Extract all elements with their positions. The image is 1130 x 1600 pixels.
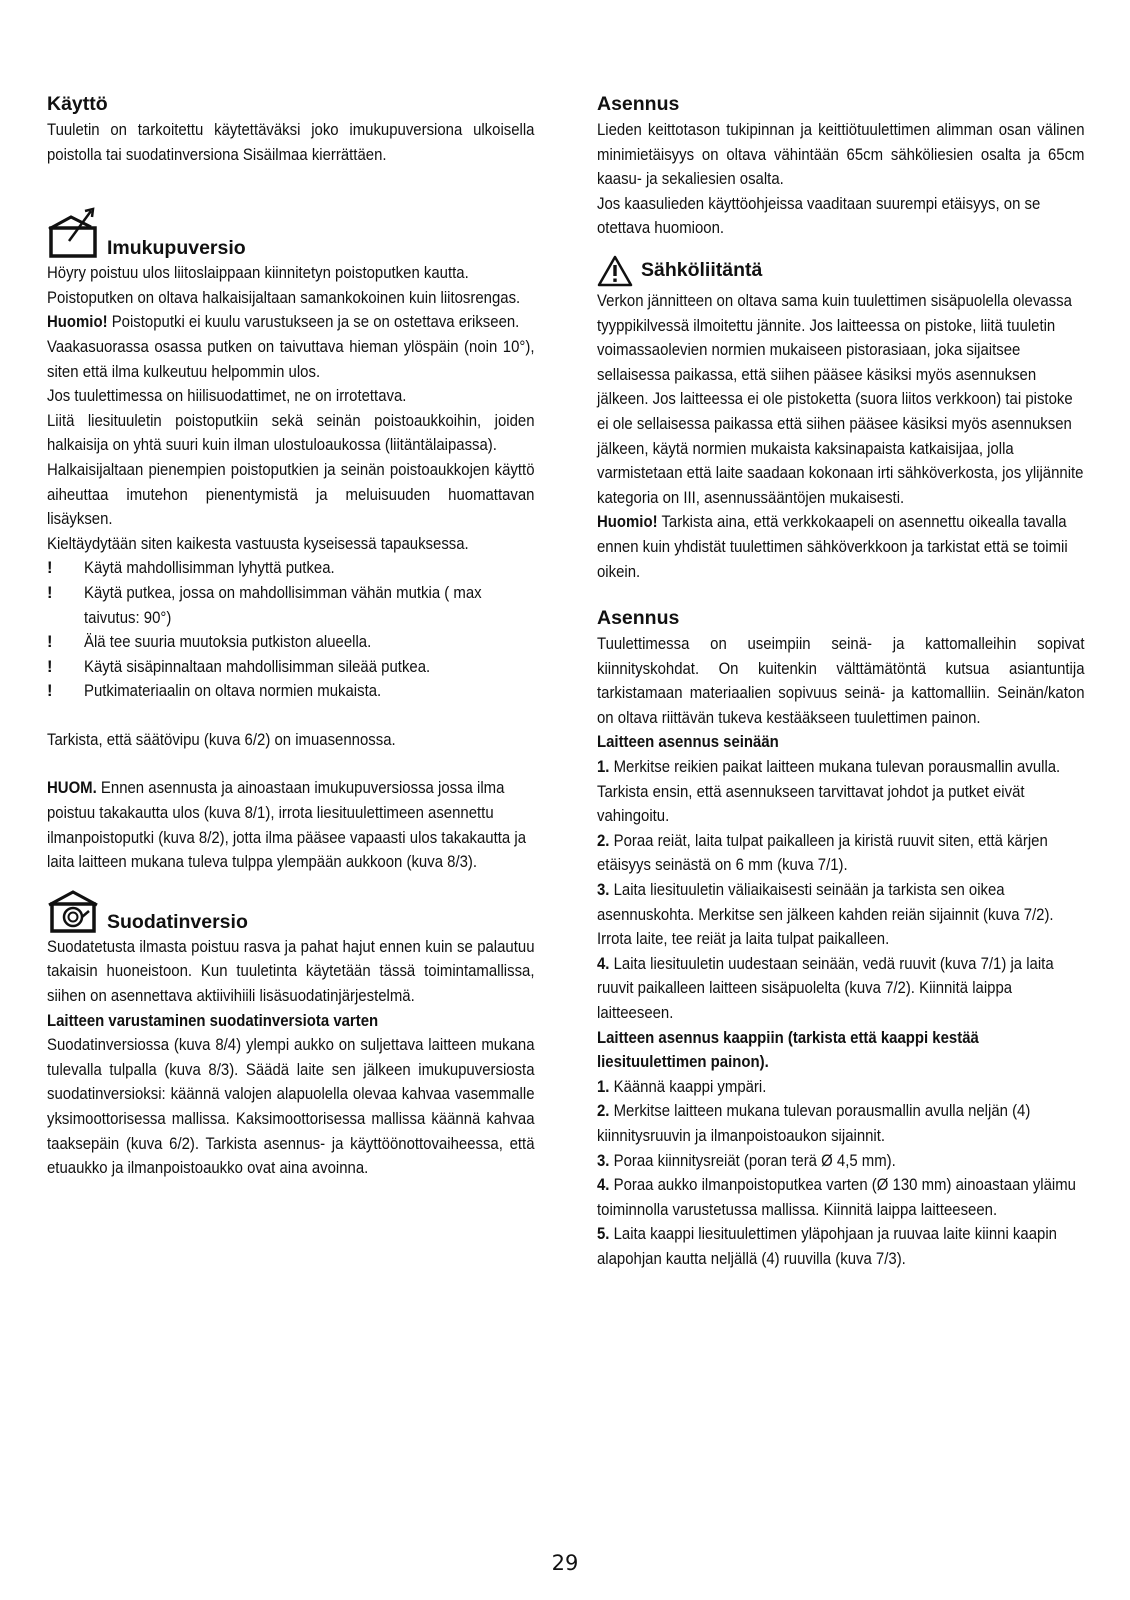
recirculation-filter-icon [47,889,99,933]
bullet-text: Käytä sisäpinnaltaan mahdollisimman sileää putkea. [84,656,431,676]
asennus-p1: Lieden keittotason tukipinnan ja keittiötuulettimen alimman osan välinen minimietäisyys on oltava vähintään 65cm sähköliesien osalta ja 65cm kaasu- ja sekaliesien osalta. [597,120,1085,189]
step-number: 3. [597,880,610,900]
bullet-list [47,556,535,704]
asennus2-heading: Asennus [597,607,680,630]
imukupu-huomio [47,310,535,335]
exclamation-mark: ! [47,656,53,676]
right-column [597,92,1085,1272]
imukupu-header [47,207,535,259]
asennus-p2: Jos kaasulieden käyttöohjeissa vaaditaan suurempi etäisyys, on se otettava huomioon. [597,193,1041,238]
step-number: 1. [597,1076,610,1096]
seina-step [597,952,1085,1026]
list-item [47,556,535,581]
sahko-huomio [597,510,1085,584]
imukupu-p1: Höyry poistuu ulos liitoslaippaan kiinnitetyn poistoputken kautta. [47,263,469,283]
list-item [47,655,535,680]
huomio-text: Tarkista aina, että verkkokaapeli on asennettu oikealla tavalla ennen kuin yhdistät tuulettimen sähköverkkoon ja tarkistat että se toimii oikein. [597,512,1068,581]
sahko-p1: Verkon jännitteen on oltava sama kuin tuulettimen sisäpuolella olevassa tyyppikilvessä ilmoitettu jännite. Jos laitteessa on pistoke, liitä tuuletin voimassaolevien normien mukaiseen pistorasiaan, joka sijaitsee sellaisessa paikassa, että siihen pääsee käsiksi myös asennuksen jälkeen. Jos laitteessa ei ole pistoketta (suora liitos verkkoon) tai pistoke ei ole sellaisessa paikassa että siihen pääsee käsiksi myös asennuksen jälkeen, käytä normien mukaista kaksinapaista katkaisijaa, jolla varmistetaan että laite saadaan kokonaan irti sähköverkosta, jos ylijännite kategoria on III, asennussääntöjen mukaisesti. [597,290,1084,507]
step-text: Poraa aukko ilmanpoistoputkea varten (Ø 130 mm) ainoastaan yläimu toiminnolla varustetussa mallissa. Kiinnitä laippa laitteeseen. [597,1175,1076,1219]
step-text: Merkitse laitteen mukana tulevan porausmallin avulla neljän (4) kiinnitysruuvin ja ilmanpoistoaukon sijainnit. [597,1101,1031,1145]
seina-step [597,755,1085,829]
huom-label: HUOM. [47,778,97,798]
step-text: Merkitse reikien paikat laitteen mukana tulevan porausmallin avulla. Tarkista ensin, että asennukseen tarvittavat johdot ja putket eivät vahingoitu. [597,757,1061,826]
bullet-text: Putkimateriaalin on oltava normien mukaista. [84,681,382,701]
kaappi-step [597,1222,1085,1271]
kaappi-step [597,1099,1085,1148]
suodatin-p2: Suodatinversiossa (kuva 8/4) ylempi aukko on suljettava laitteen mukana tulevalla tulpalla (kuva 8/3). Säädä laite sen jälkeen imukupuversiosta suodatinversioksi: käännä valojen alapuolella olevaa kahvaa vasemmalle yksimoottorisessa mallissa. Kaksimoottorisessa mallissa käännä kahvaa taaksepäin (kuva 6/2). Tarkista asennus- ja käyttöönottovaiheessa, että etuaukko ja ilmanpoistoaukko ovat aina avoinna. [47,1035,535,1178]
step-number: 4. [597,953,610,973]
list-item [47,630,535,655]
suodatin-heading: Suodatinversio [107,910,248,933]
step-number: 2. [597,830,610,850]
step-number: 2. [597,1101,610,1121]
page-number: 29 [551,1551,579,1575]
suodatin-p1: Suodatetusta ilmasta poistuu rasva ja pahat hajut ennen kuin se palautuu takaisin huoneistoon. Kun tuuletinta käytetään tässä toimintamallissa, siihen on asennettava aktiivihiili lisäsuodatinjärjestelmä. [47,936,535,1006]
chimney-hood-icon [47,207,99,259]
seina-step [597,878,1085,952]
bullet-text: Käytä mahdollisimman lyhyttä putkea. [84,558,335,578]
kaappi-subheading: Laitteen asennus kaappiin (tarkista että kaappi kestää liesituulettimen painon). [597,1027,979,1072]
imukupu-p3: Vaakasuorassa osassa putken on taivuttava hieman ylöspäin (noin 10°), siten että ilma kulkeutuu helpommin ulos. [47,336,535,381]
imukupu-p2: Poistoputken on oltava halkaisijaltaan samankokoinen kuin liitosrengas. [47,287,521,307]
exclamation-mark: ! [47,558,53,578]
suodatin-subheading: Laitteen varustaminen suodatinversiota varten [47,1010,379,1030]
exclamation-mark: ! [47,582,53,602]
step-text: Laita kaappi liesituulettimen yläpohjaan ja ruuvaa laite kiinni kaapin alapohjan kautta neljällä (4) ruuvilla (kuva 7/3). [597,1224,1057,1268]
sahko-header [597,255,1085,287]
imukupu-p5: Liitä liesituuletin poistoputkiin sekä seinän poistoaukkoihin, joiden halkaisija on yhtä suuri kuin ilman ulostuloaukossa (liitäntälaipassa). [47,410,535,455]
step-text: Poraa reiät, laita tulpat paikalleen ja kiristä ruuvit siten, että kärjen etäisyys seinästä on 6 mm (kuva 7/1). [597,830,1048,875]
huom-text: Ennen asennusta ja ainoastaan imukupuversiossa jossa ilma poistuu takakautta ulos (kuva 8/1), irrota liesituulettimeen asennettu ilmanpoistoputki (kuva 8/2), jotta ilma pääsee vapaasti ulos takakautta ja laita laitteen mukana tuleva tulppa ylempään aukkoon (kuva 8/3). [47,778,526,872]
step-number: 5. [597,1224,610,1244]
step-number: 1. [597,757,610,777]
asennus2-p1: Tuulettimessa on useimpiin seinä- ja kattomalleihin sopivat kiinnityskohdat. On kuitenkin välttämätöntä kutsua asiantuntija tarkistamaan materiaalien sopivuus seinä- ja kattomalliin. Seinän/katon on oltava riittävän tukeva kestääkseen tuulettimen painon. [597,634,1085,727]
step-text: Laita liesituuletin uudestaan seinään, vedä ruuvit (kuva 7/1) ja laita ruuvit paikalleen laitteen sisäpuolelta (kuva 7/2). Kiinnitä laippa laitteeseen. [597,953,1054,1022]
list-item [47,581,535,630]
tarkista-text: Tarkista, että säätövipu (kuva 6/2) on imuasennossa. [47,729,396,749]
kaytto-text: Tuuletin on tarkoitettu käytettäväksi joko imukupuversiona ulkoisella poistolla tai suodatinversiona Sisäilmaa kierrättäen. [47,120,535,164]
huom-paragraph [47,776,535,874]
left-column [47,92,535,1181]
warning-triangle-icon [597,255,633,287]
seina-subheading: Laitteen asennus seinään [597,732,779,752]
step-text: Laita liesituuletin väliaikaisesti seinään ja tarkista sen oikea asennuskohta. Merkitse sen jälkeen kahden reiän sijainnit (kuva 7/2). Irrota laite, tee reiät ja laita tulpat paikalleen. [597,880,1054,949]
sahko-heading: Sähköliitäntä [641,258,763,281]
exclamation-mark: ! [47,681,53,701]
seina-step [597,829,1085,878]
kaappi-step [597,1173,1085,1222]
kaytto-heading: Käyttö [47,93,108,115]
asennus-heading: Asennus [597,93,680,115]
step-text: Käännä kaappi ympäri. [609,1076,767,1096]
huomio-label: Huomio! [47,312,108,332]
imukupu-p4: Jos tuulettimessa on hiilisuodattimet, ne on irrotettava. [47,386,407,406]
imukupu-p6: Halkaisijaltaan pienempien poistoputkien ja seinän poistoaukkojen käyttö aiheuttaa imutehon pienentymistä ja meluisuuden huomattavan lisäyksen. [47,459,535,529]
kaappi-step [597,1149,1085,1174]
step-number: 4. [597,1175,610,1195]
exclamation-mark: ! [47,632,53,652]
kaappi-step [597,1075,1085,1100]
bullet-text: Käytä putkea, jossa on mahdollisimman vähän mutkia ( max taivutus: 90°) [84,582,482,627]
imukupu-p7: Kieltäydytään siten kaikesta vastuusta kyseisessä tapauksessa. [47,533,469,553]
huomio-label: Huomio! [597,512,658,532]
huomio-text: Poistoputki ei kuulu varustukseen ja se on ostettava erikseen. [107,312,520,332]
list-item [47,679,535,704]
imukupu-heading: Imukupuversio [107,237,246,260]
suodatin-header [47,889,535,933]
bullet-text: Älä tee suuria muutoksia putkiston alueella. [84,632,372,652]
step-text: Poraa kiinnitysreiät (poran terä Ø 4,5 mm). [609,1150,896,1170]
step-number: 3. [597,1150,610,1170]
